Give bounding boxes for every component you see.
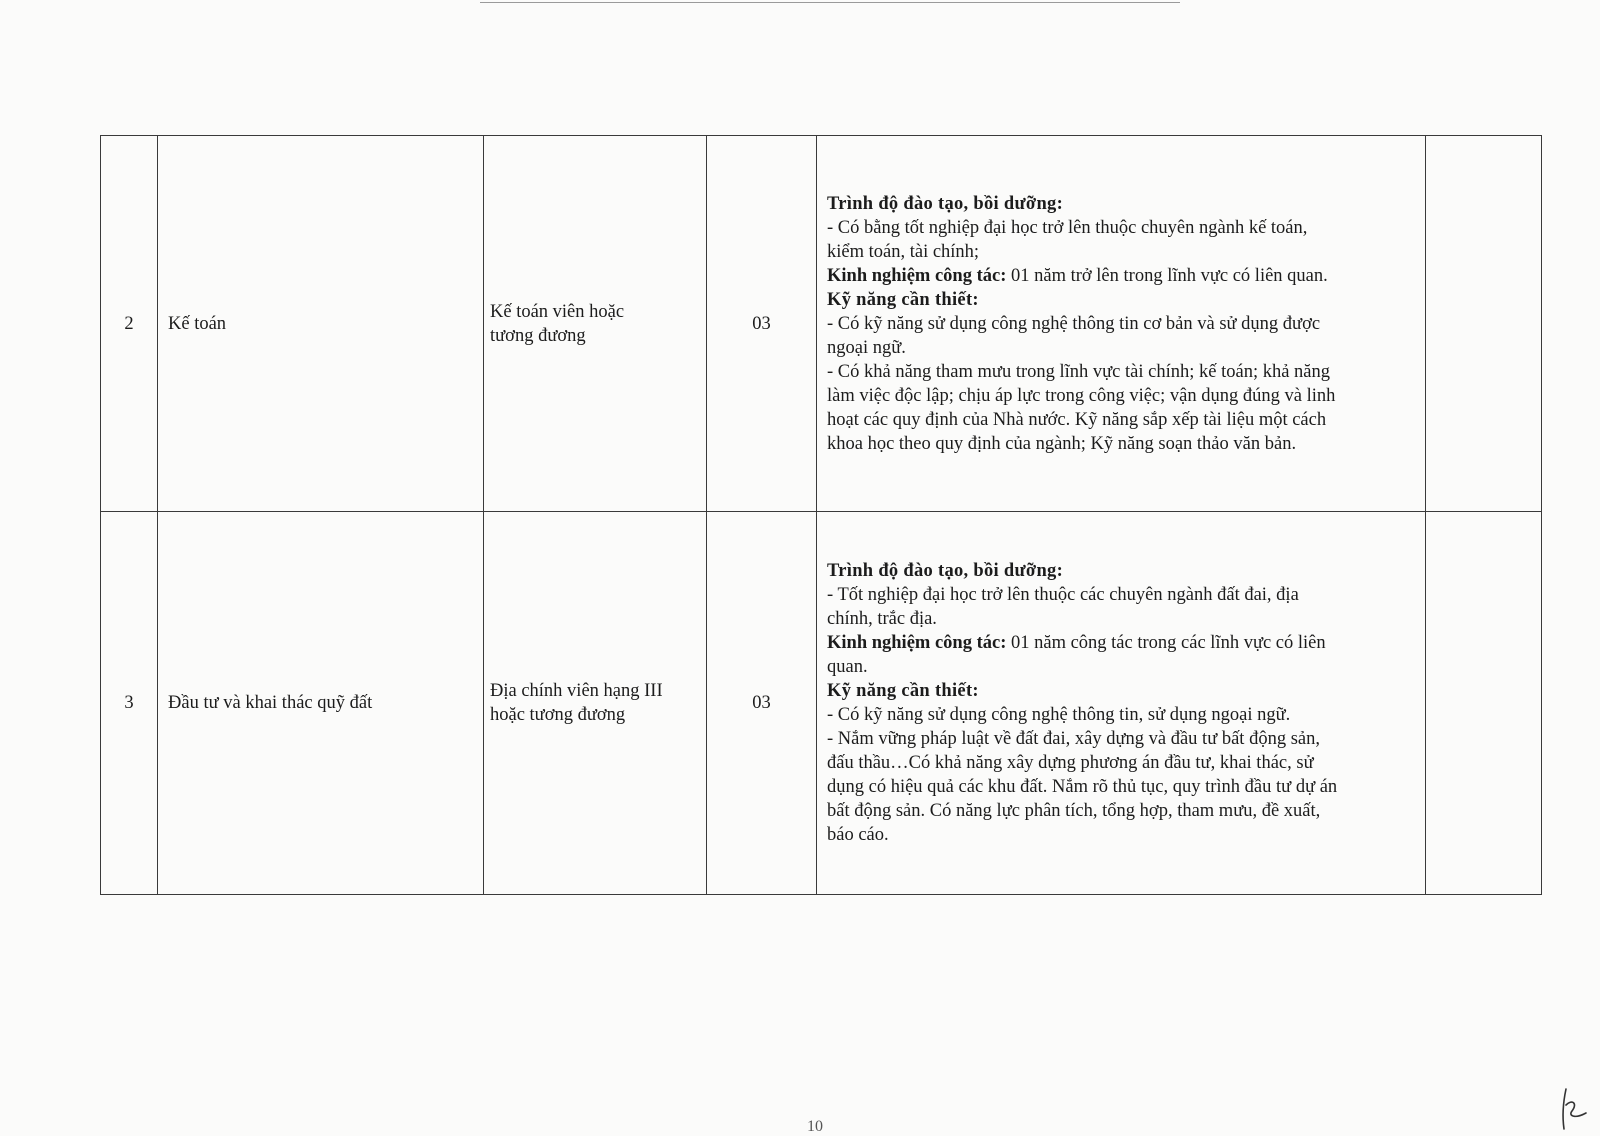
experience-heading: Kinh nghiệm công tác: [827, 265, 1007, 286]
skills-line: khoa học theo quy định của ngành; Kỹ năng soạn thảo văn bản. [827, 433, 1297, 454]
training-line: - Tốt nghiệp đại học trở lên thuộc các chuyên ngành đất đai, địa [827, 585, 1299, 605]
rank-line: Địa chính viên hạng III [490, 681, 663, 701]
requirements-cell [817, 136, 1426, 512]
page-top-rule [480, 2, 1180, 3]
row-number: 2 [101, 136, 158, 512]
skills-heading: Kỹ năng cần thiết: [827, 681, 979, 701]
skills-line: đấu thầu…Có khả năng xây dựng phương án đầu tư, khai thác, sử [827, 753, 1314, 773]
table-row [101, 512, 1542, 895]
requirements-cell [817, 512, 1426, 895]
rank-line: tương đương [490, 325, 586, 346]
skills-line: - Có kỹ năng sử dụng công nghệ thông tin, sử dụng ngoại ngữ. [827, 705, 1291, 725]
skills-line: dụng có hiệu quả các khu đất. Nắm rõ thủ tục, quy trình đầu tư dự án [827, 777, 1338, 797]
skills-line: báo cáo. [827, 825, 889, 845]
experience-line: quan. [827, 657, 868, 677]
skills-line: bất động sản. Có năng lực phân tích, tổng hợp, tham mưu, đề xuất, [827, 801, 1321, 821]
table-row [101, 136, 1542, 512]
experience-line [827, 631, 1411, 655]
note-cell [1426, 512, 1542, 895]
page-number: 10 [807, 1118, 823, 1135]
experience-heading: Kinh nghiệm công tác: [827, 633, 1007, 653]
rank-cell [484, 512, 707, 895]
skills-line: - Có kỹ năng sử dụng công nghệ thông tin cơ bản và sử dụng được [827, 313, 1321, 334]
rank-line: hoặc tương đương [490, 705, 626, 725]
note-cell [1426, 136, 1542, 512]
rank-cell [484, 136, 707, 512]
row-number: 3 [101, 512, 158, 895]
training-line: kiểm toán, tài chính; [827, 241, 980, 262]
skills-line: - Nắm vững pháp luật về đất đai, xây dựng và đầu tư bất động sản, [827, 729, 1320, 749]
quantity: 03 [707, 512, 817, 895]
training-heading: Trình độ đào tạo, bồi dưỡng: [827, 193, 1064, 214]
training-heading: Trình độ đào tạo, bồi dưỡng: [827, 561, 1064, 581]
rank-line: Kế toán viên hoặc [490, 301, 625, 322]
recruitment-table [100, 135, 1542, 895]
position-name: Kế toán [158, 136, 484, 512]
experience-text: 01 năm công tác trong các lĩnh vực có liên [1006, 633, 1326, 653]
skills-line: làm việc độc lập; chịu áp lực trong công việc; vận dụng đúng và linh [827, 385, 1336, 406]
training-line: chính, trắc địa. [827, 609, 937, 629]
experience-text: 01 năm trở lên trong lĩnh vực có liên quan. [1006, 265, 1328, 286]
skills-line: hoạt các quy định của Nhà nước. Kỹ năng sắp xếp tài liệu một cách [827, 409, 1327, 430]
signature-mark [1542, 1085, 1590, 1130]
skills-heading: Kỹ năng cần thiết: [827, 289, 979, 310]
quantity: 03 [707, 136, 817, 512]
training-line: - Có bằng tốt nghiệp đại học trở lên thuộc chuyên ngành kế toán, [827, 217, 1308, 238]
experience-line [827, 264, 1411, 288]
skills-line: - Có khả năng tham mưu trong lĩnh vực tài chính; kế toán; khả năng [827, 361, 1331, 382]
position-name: Đầu tư và khai thác quỹ đất [158, 512, 484, 895]
skills-line: ngoại ngữ. [827, 337, 906, 358]
